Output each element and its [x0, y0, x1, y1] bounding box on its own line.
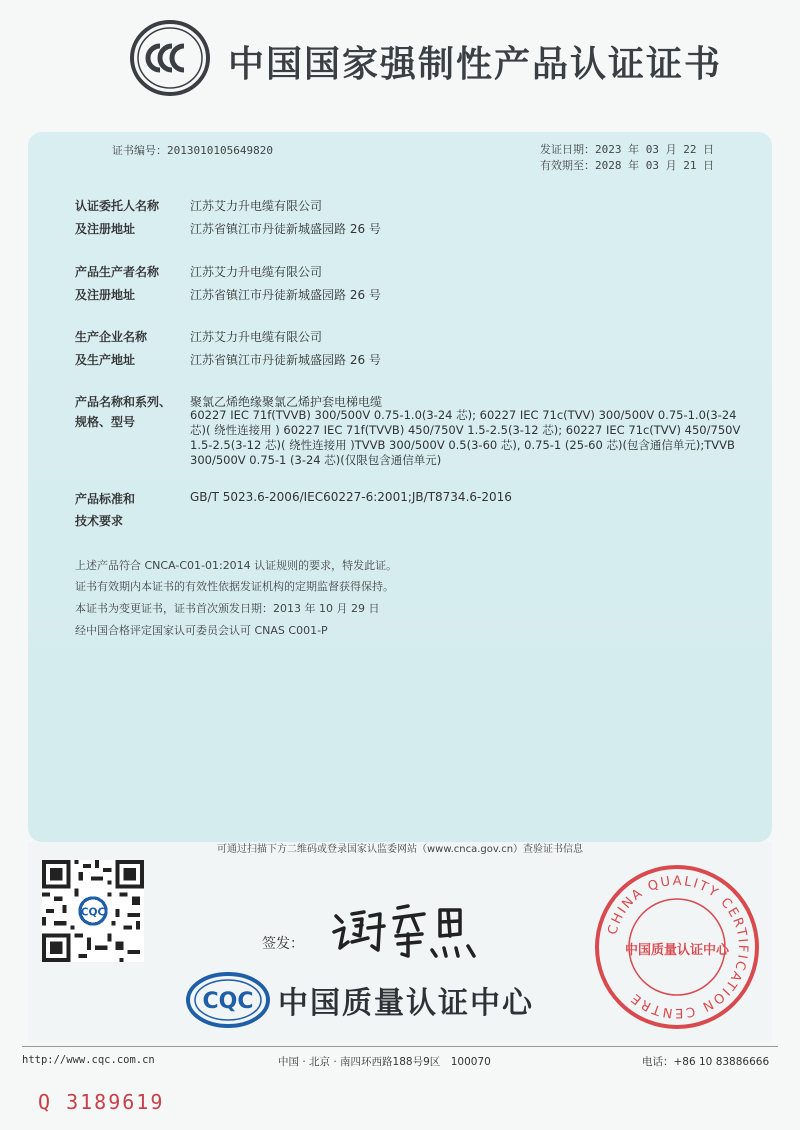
website-link[interactable]: http://www.cqc.com.cn	[22, 1054, 155, 1066]
factory-name: 江苏艾力升电缆有限公司	[190, 330, 323, 344]
certificate-number: 证书编号：2013010105649820	[112, 144, 273, 157]
certificate-title: 中国国家强制性产品认证证书	[228, 44, 723, 85]
certificate-body-panel	[28, 132, 772, 842]
signature-label: 签发：	[262, 936, 304, 952]
cqc-logo-text: CQC	[202, 989, 254, 1014]
remark-line: 经中国合格评定国家认可委员会认可 CNAS C001-P	[75, 624, 328, 637]
qr-center-logo-text: CQC	[80, 906, 106, 919]
technical-requirements-label: 技术要求	[75, 514, 124, 528]
applicant-address-label: 及注册地址	[75, 222, 136, 236]
serial-number: Q 3189619	[38, 1090, 165, 1114]
remark-line: 本证书为变更证书，证书首次颁发日期：2013 年 10 月 29 日	[75, 602, 380, 615]
manufacturer-address: 江苏省镇江市丹徒新城盛园路 26 号	[190, 288, 381, 302]
factory-address-label: 及生产地址	[75, 353, 136, 367]
official-seal	[592, 862, 762, 1032]
product-name: 聚氯乙烯绝缘聚氯乙烯护套电梯电缆	[190, 395, 383, 409]
product-standards: GB/T 5023.6-2006/IEC60227-6:2001;JB/T8734.6-2016	[190, 490, 512, 504]
remark-line: 证书有效期内本证书的有效性依据发证机构的定期监督获得保持。	[75, 580, 394, 593]
remark-line: 上述产品符合 CNCA-C01-01:2014 认证规则的要求，特发此证。	[75, 559, 398, 572]
applicant-label: 认证委托人名称	[75, 199, 160, 213]
manufacturer-label: 产品生产者名称	[75, 265, 160, 279]
handwritten-signature	[328, 896, 508, 966]
valid-until-date: 有效期至：2028 年 03 月 21 日	[540, 159, 715, 172]
factory-address: 江苏省镇江市丹徒新城盛园路 26 号	[190, 353, 381, 367]
applicant-address: 江苏省镇江市丹徒新城盛园路 26 号	[190, 222, 381, 236]
footer-divider	[22, 1046, 778, 1047]
product-models: 60227 IEC 71f(TVVB) 300/500V 0.75-1.0(3-24 芯); 60227 IEC 71c(TVV) 300/500V 0.75-1.0(3-24 芯)( 绕性连接用 ) 60227 IEC 71f(TVVB) 450/750V 1.5-2.5(3-12 芯); 60227 IEC 71c(TVV) 450/750V 1.5-2.5(3-12 芯)( 绕性连接用 )TVVB 300/500V 0.5(3-60 芯), 0.75-1 (25-60 芯)(包含通信单元);TVVB 300/500V 0.75-1 (3-24 芯)(仅限包含通信单元)	[190, 408, 741, 467]
factory-label: 生产企业名称	[75, 330, 148, 344]
ccc-logo-icon	[130, 18, 210, 98]
organization-address: 中国 · 北京 · 南四环西路188号9区 100070	[278, 1056, 491, 1068]
certificate-dates	[540, 142, 714, 174]
phone-number: 电话：+86 10 83886666	[642, 1056, 770, 1068]
certificate-header	[0, 18, 800, 98]
organization-name: 中国质量认证中心	[278, 986, 534, 1021]
cqc-logo-icon	[186, 972, 270, 1028]
manufacturer-address-label: 及注册地址	[75, 288, 136, 302]
applicant-name: 江苏艾力升电缆有限公司	[190, 199, 323, 213]
standard-label: 产品标准和	[75, 492, 136, 506]
seal-english-text: CHINA QUALITY CERTIFICATION CENTRE	[605, 873, 751, 1021]
verification-note: 可通过扫描下方二维码或登录国家认监委网站（www.cnca.gov.cn）查验证书信息	[216, 844, 584, 855]
product-label: 产品名称和系列、	[75, 395, 172, 409]
product-spec-label: 规格、型号	[75, 415, 136, 429]
manufacturer-name: 江苏艾力升电缆有限公司	[190, 265, 323, 279]
qr-code[interactable]	[42, 860, 144, 962]
issue-date: 发证日期：2023 年 03 月 22 日	[540, 143, 715, 156]
seal-chinese-text: 中国质量认证中心	[624, 943, 730, 958]
